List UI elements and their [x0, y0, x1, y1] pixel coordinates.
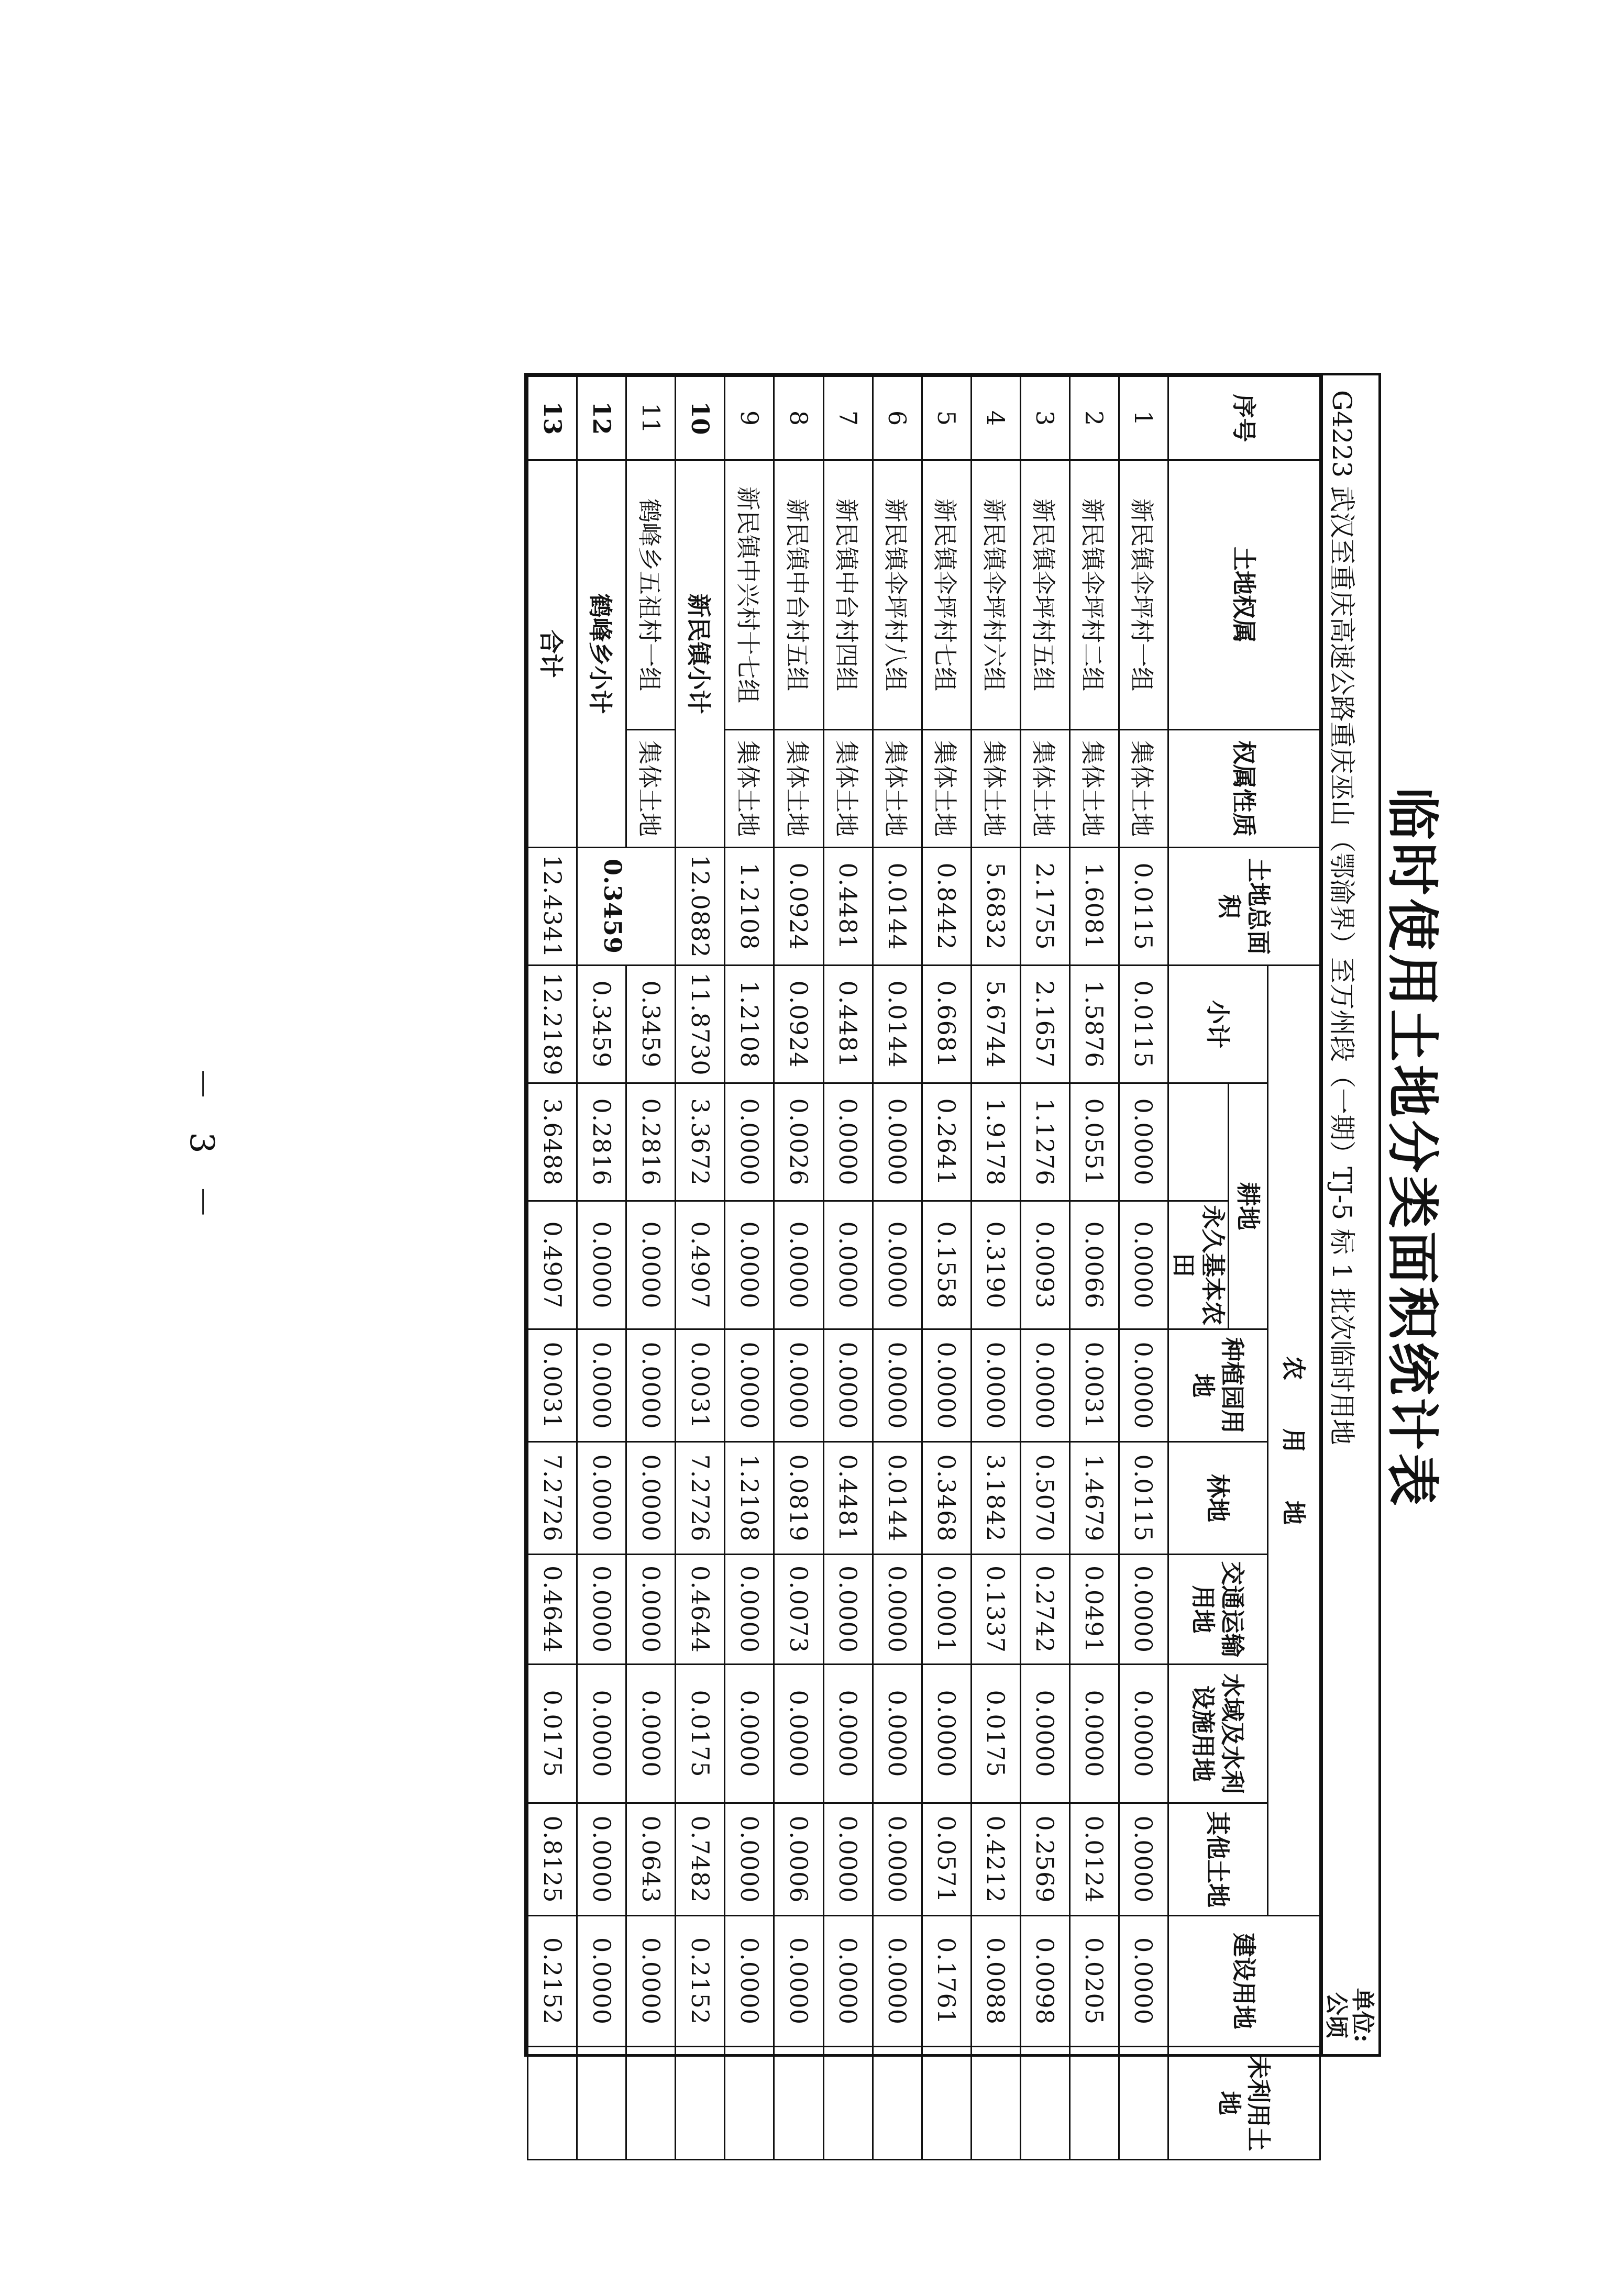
table-row: 8 新民镇中台村五组 集体土地 0.0924 0.0924 0.0026 0.0000 0.0000 0.0819 0.0073 0.0000 0.0006 0.0000 [774, 376, 823, 2160]
table-caption-row [1321, 375, 1378, 2054]
table-row: 6 新民镇伞坪村八组 集体土地 0.0144 0.0144 0.0000 0.0000 0.0000 0.0144 0.0000 0.0000 0.0000 0.0000 [873, 376, 922, 2160]
statistics-table-frame [524, 373, 1381, 2151]
header-cultivated: 耕地 [1229, 1083, 1268, 1329]
header-unused-land: 未利用土地 [1168, 2047, 1320, 2160]
table-row: 3 新民镇伞坪村五组 集体土地 2.1755 2.1657 1.1276 0.0093 0.0000 0.5070 0.2742 0.0000 0.2569 0.0098 [1020, 376, 1069, 2160]
table-row: 5 新民镇伞坪村七组 集体土地 0.8442 0.6681 0.2641 0.1558 0.0000 0.3468 0.0001 0.0000 0.0571 0.1761 [922, 376, 971, 2160]
table-row: 2 新民镇伞坪村二组 集体土地 1.6081 1.5876 0.0551 0.0066 0.0031 1.4679 0.0491 0.0000 0.0124 0.0205 [1069, 376, 1119, 2160]
header-agricultural-land: 农 用 地 [1268, 966, 1320, 1916]
xinmin-subtotal-row: 10 新民镇小计 12.0882 11.8730 3.3672 0.4907 0.0031 7.2726 0.4644 0.0175 0.7482 0.2152 [676, 376, 725, 2160]
hefeng-village-row: 11 鹤峰乡五祖村一组 集体土地 0.3459 0.3459 0.2816 0.0000 0.0000 0.0000 0.0000 0.0000 0.0643 0.0000 [626, 376, 676, 2160]
header-permanent-basic: 永久基本农田 [1168, 1201, 1229, 1329]
table-row: 7 新民镇中台村四组 集体土地 0.4481 0.4481 0.0000 0.0000 0.0000 0.4481 0.0000 0.0000 0.0000 0.0000 [823, 376, 873, 2160]
table-row: 9 新民镇中兴村十七组 集体土地 1.2108 1.2108 0.0000 0.0000 0.0000 1.2108 0.0000 0.0000 0.0000 0.0000 [725, 376, 774, 2160]
header-seq: 序号 [1168, 376, 1320, 460]
header-water: 水域及水利设施用地 [1168, 1665, 1268, 1803]
header-forest: 林地 [1168, 1442, 1268, 1555]
header-transport: 交通运输用地 [1168, 1555, 1268, 1665]
header-subtotal: 小计 [1168, 966, 1268, 1083]
header-nature: 权属性质 [1168, 730, 1320, 848]
unit-label: 单位: 公顷 [1323, 1988, 1376, 2043]
page-number: － 3 － [182, 1067, 221, 1229]
header-other: 其他土地 [1168, 1803, 1268, 1916]
header-cultivated-blank [1168, 1083, 1229, 1201]
table-row: 1 新民镇伞坪村一组 集体土地 0.0115 0.0115 0.0000 0.0000 0.0000 0.0115 0.0000 0.0000 0.0000 0.0000 [1119, 376, 1168, 2160]
header-construction-land: 建设用地 [1168, 1916, 1320, 2047]
table-row: 4 新民镇伞坪村六组 集体土地 5.6832 5.6744 1.9178 0.3190 0.0000 3.1842 0.1337 0.0175 0.4212 0.0088 [971, 376, 1020, 2160]
header-total-area: 土地总面积 [1168, 848, 1320, 966]
header-row-1 [1268, 376, 1320, 2160]
project-caption: G4223 武汉至重庆高速公路重庆巫山（鄂渝界）至万州段（一期）TJ-5 标 1 批次临时用地 [1327, 390, 1357, 1445]
grand-total-row: 13 合计 12.4341 12.2189 3.6488 0.4907 0.0031 7.2726 0.4644 0.0175 0.8125 0.2152 [528, 376, 577, 2160]
document-title: 临时使用土地分类面积统计表 [1382, 787, 1443, 1509]
land-area-table [527, 375, 1321, 2160]
hefeng-subtotal-row: 12 鹤峰乡小计 0.3459 0.2816 0.0000 0.0000 0.0000 0.0000 0.0000 0.0000 0.0000 [577, 376, 626, 2160]
header-owner: 土地权属 [1168, 460, 1320, 730]
header-orchard: 种植园用地 [1168, 1329, 1268, 1442]
